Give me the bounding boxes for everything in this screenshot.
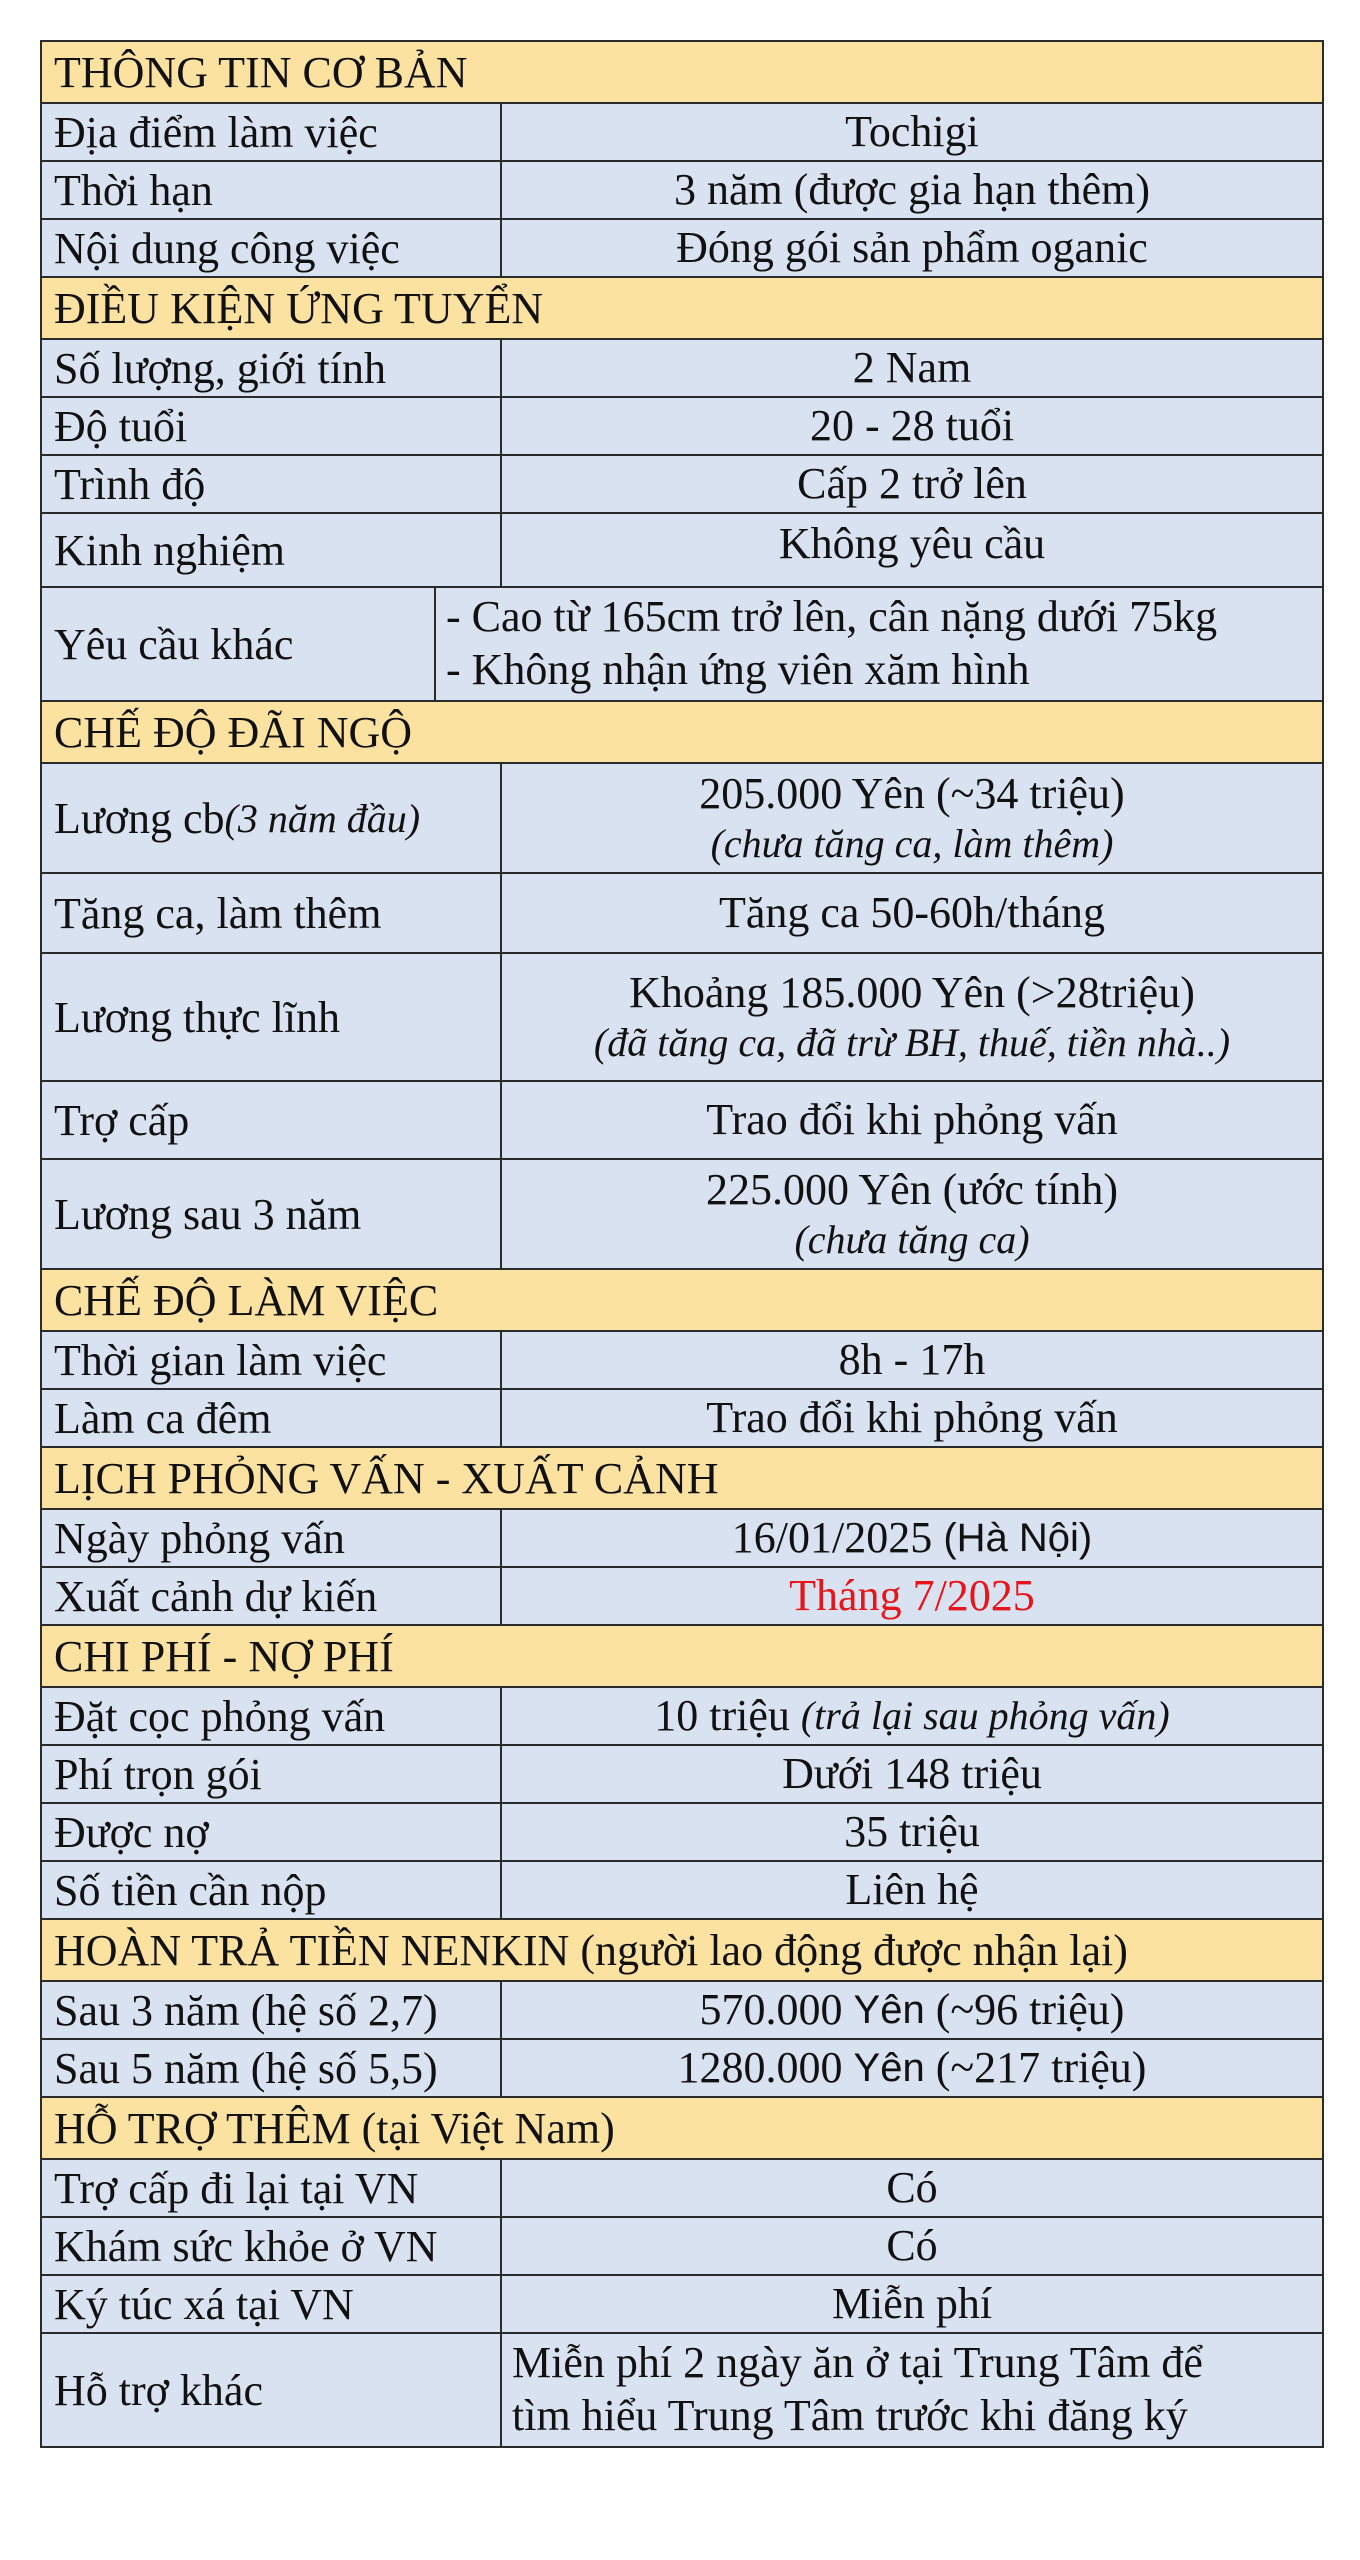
section-nenkin: [42, 1920, 1324, 1982]
table-row: [42, 954, 1324, 1082]
row-value: Có: [886, 2220, 938, 2270]
label-text: Lương cb: [54, 793, 225, 843]
row-label: Phí trọn gói: [42, 1746, 502, 1802]
table-row: [42, 514, 1324, 588]
row-label: Trình độ: [42, 456, 502, 512]
section-title: HỖ TRỢ THÊM (tại Việt Nam): [54, 2103, 615, 2153]
section-title: HOÀN TRẢ TIỀN NENKIN (người lao động được nhận lại): [54, 1925, 1128, 1975]
requirement-line: - Cao từ 165cm trở lên, cân nặng dưới 75kg: [446, 592, 1218, 642]
row-label: Sau 3 năm (hệ số 2,7): [42, 1982, 502, 2038]
row-value: Dưới 148 triệu: [782, 1748, 1042, 1798]
row-label: Khám sức khỏe ở VN: [42, 2218, 502, 2274]
section-conditions: [42, 278, 1324, 340]
section-schedule: [42, 1448, 1324, 1510]
row-value: 35 triệu: [844, 1806, 980, 1856]
value-main: 10 triệu: [654, 1690, 801, 1740]
row-label: Hỗ trợ khác: [42, 2334, 502, 2446]
table-row: [42, 162, 1324, 220]
row-label: Số tiền cần nộp: [42, 1862, 502, 1918]
table-row: [42, 2160, 1324, 2218]
table-row: [42, 1568, 1324, 1626]
section-title: ĐIỀU KIỆN ỨNG TUYỂN: [54, 283, 544, 333]
value-note: (chưa tăng ca): [794, 1217, 1030, 1263]
table-row: [42, 1082, 1324, 1160]
row-value: Tăng ca 50-60h/tháng: [718, 887, 1106, 937]
value-main: Khoảng 185.000 Yên (>28triệu): [629, 967, 1195, 1017]
table-row: [42, 1390, 1324, 1448]
support-line: Miễn phí 2 ngày ăn ở tại Trung Tâm để: [512, 2338, 1203, 2388]
table-row: [42, 764, 1324, 874]
value-main: 205.000 Yên (~34 triệu): [699, 768, 1125, 818]
table-row: [42, 2334, 1324, 2448]
section-title: CHẾ ĐỘ LÀM VIỆC: [54, 1275, 439, 1325]
row-label: Thời gian làm việc: [42, 1332, 502, 1388]
table-row: [42, 1862, 1324, 1920]
table-row: [42, 588, 1324, 702]
section-title: CHI PHÍ - NỢ PHÍ: [54, 1631, 394, 1681]
row-value: [502, 1160, 1322, 1268]
table-row: [42, 398, 1324, 456]
interview-place: (Hà Nội): [932, 1516, 1093, 1560]
table-row: [42, 220, 1324, 278]
row-value: 20 - 28 tuổi: [809, 400, 1015, 450]
section-title: CHẾ ĐỘ ĐÃI NGỘ: [54, 707, 413, 757]
table-row: [42, 2276, 1324, 2334]
row-value: Không yêu cầu: [778, 519, 1046, 568]
section-support: [42, 2098, 1324, 2160]
row-value: [436, 588, 1322, 700]
row-label: Yêu cầu khác: [42, 588, 436, 700]
table-row: [42, 1746, 1324, 1804]
row-label: Làm ca đêm: [42, 1390, 502, 1446]
table-row: [42, 456, 1324, 514]
row-label: Độ tuổi: [42, 398, 502, 454]
row-label: Đặt cọc phỏng vấn: [42, 1688, 502, 1744]
row-label: Lương thực lĩnh: [42, 954, 502, 1080]
table-row: [42, 1982, 1324, 2040]
section-title: LỊCH PHỎNG VẤN - XUẤT CẢNH: [54, 1453, 719, 1503]
job-info-table: [40, 40, 1324, 2448]
row-label: Sau 5 năm (hệ số 5,5): [42, 2040, 502, 2096]
section-costs: [42, 1626, 1324, 1688]
section-basic-info: [42, 42, 1324, 104]
table-row: [42, 1804, 1324, 1862]
row-label: Nội dung công việc: [42, 220, 502, 276]
row-label: Được nợ: [42, 1804, 502, 1860]
table-row: [42, 1510, 1324, 1568]
row-value: Có: [886, 2162, 938, 2212]
row-label: Kinh nghiệm: [42, 514, 502, 586]
label-note: (3 năm đầu): [224, 795, 421, 841]
row-label: Tăng ca, làm thêm: [42, 874, 502, 952]
row-value: [502, 1510, 1322, 1566]
row-label: [42, 764, 502, 872]
row-label: Địa điểm làm việc: [42, 104, 502, 160]
row-value: Trao đổi khi phỏng vấn: [706, 1094, 1118, 1144]
row-value: 8h - 17h: [838, 1334, 986, 1384]
value-amount: 1280.000: [677, 2042, 854, 2092]
table-row: [42, 104, 1324, 162]
row-value: [502, 1982, 1322, 2038]
row-value: [502, 1688, 1322, 1744]
value-currency: Yên: [853, 2046, 925, 2090]
row-value: Đóng gói sản phẩm oganic: [676, 222, 1148, 272]
row-value: Miễn phí: [831, 2278, 993, 2328]
support-line: tìm hiểu Trung Tâm trước khi đăng ký: [512, 2391, 1188, 2440]
value-note: (đã tăng ca, đã trừ BH, thuế, tiền nhà..): [593, 1020, 1231, 1066]
row-label: Xuất cảnh dự kiến: [42, 1568, 502, 1624]
row-value: Tochigi: [845, 106, 979, 156]
row-label: Thời hạn: [42, 162, 502, 218]
row-value: [502, 954, 1322, 1080]
section-benefits: [42, 702, 1324, 764]
row-value: Trao đổi khi phỏng vấn: [706, 1392, 1118, 1442]
value-vnd: (~96 triệu): [924, 1984, 1125, 2034]
value-amount: 570.000: [699, 1984, 854, 2034]
value-note: (trả lại sau phỏng vấn): [800, 1693, 1170, 1738]
value-note: (chưa tăng ca, làm thêm): [710, 821, 1114, 867]
row-label: Ký túc xá tại VN: [42, 2276, 502, 2332]
row-value: [502, 2334, 1322, 2446]
table-row: [42, 1160, 1324, 1270]
requirement-line: - Không nhận ứng viên xăm hình: [446, 645, 1030, 694]
value-currency: Yên: [853, 1988, 925, 2032]
row-label: Số lượng, giới tính: [42, 340, 502, 396]
table-row: [42, 874, 1324, 954]
row-value: [502, 764, 1322, 872]
row-label: Ngày phỏng vấn: [42, 1510, 502, 1566]
row-value: 2 Nam: [852, 342, 972, 392]
row-value: Cấp 2 trở lên: [797, 458, 1027, 508]
row-value: [502, 2040, 1322, 2096]
table-row: [42, 340, 1324, 398]
section-working: [42, 1270, 1324, 1332]
table-row: [42, 1688, 1324, 1746]
value-main: 225.000 Yên (ước tính): [705, 1164, 1119, 1214]
row-value: 3 năm (được gia hạn thêm): [674, 164, 1150, 214]
row-label: Lương sau 3 năm: [42, 1160, 502, 1268]
interview-date: 16/01/2025: [731, 1512, 933, 1562]
row-label: Trợ cấp đi lại tại VN: [42, 2160, 502, 2216]
table-row: [42, 1332, 1324, 1390]
row-value: Liên hệ: [845, 1864, 979, 1914]
value-vnd: (~217 triệu): [924, 2042, 1147, 2092]
table-row: [42, 2218, 1324, 2276]
row-label: Trợ cấp: [42, 1082, 502, 1158]
section-title: THÔNG TIN CƠ BẢN: [54, 47, 468, 97]
departure-value: Tháng 7/2025: [789, 1570, 1035, 1620]
table-row: [42, 2040, 1324, 2098]
